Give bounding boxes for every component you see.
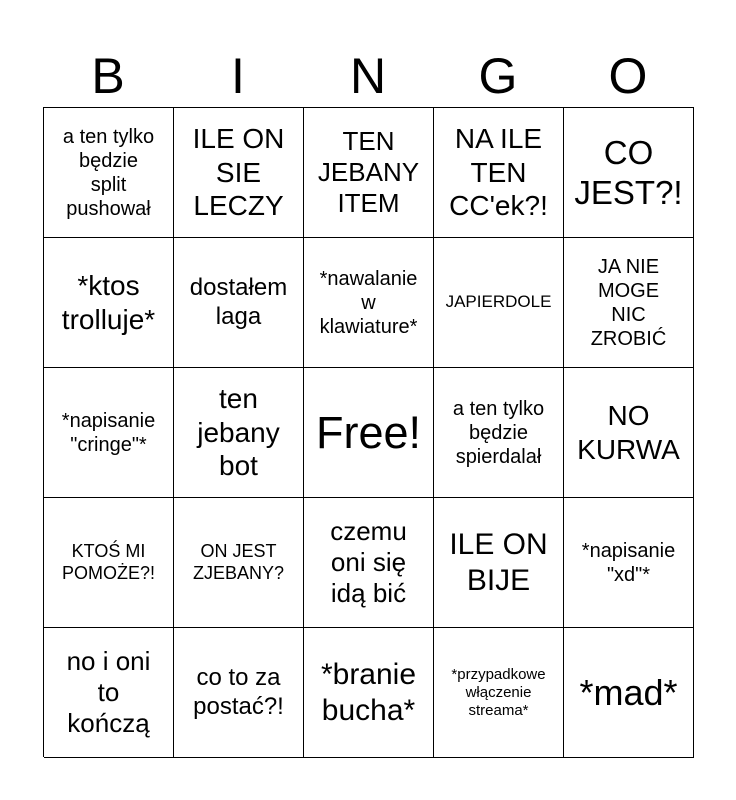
cell-text: dostałem laga (189, 273, 288, 330)
bingo-cell[interactable] (434, 368, 564, 498)
header-letter-n: N (349, 48, 387, 104)
bingo-cell[interactable] (44, 108, 174, 238)
bingo-header (43, 45, 693, 107)
bingo-cell[interactable] (304, 238, 434, 368)
bingo-cell[interactable] (564, 108, 694, 238)
cell-text: CO JEST?! (574, 133, 683, 211)
cell-text: *nawalanie w klawiature* (319, 267, 418, 338)
cell-text: *branie bucha* (320, 657, 417, 727)
cell-text: *mad* (579, 671, 678, 713)
bingo-cell[interactable] (174, 238, 304, 368)
bingo-cell[interactable] (44, 368, 174, 498)
bingo-cell[interactable] (564, 498, 694, 628)
bingo-board (43, 107, 694, 757)
bingo-cell[interactable] (434, 498, 564, 628)
cell-text: KTOŚ MI POMOŻE?! (61, 540, 155, 583)
cell-text: *przypadkowe włączenie streama* (451, 665, 546, 719)
bingo-cell[interactable] (304, 498, 434, 628)
cell-text: JAPIERDOLE (445, 292, 552, 312)
cell-text: *ktos trolluje* (61, 269, 156, 335)
bingo-cell[interactable] (174, 108, 304, 238)
cell-text: *napisanie "xd"* (581, 539, 676, 586)
bingo-cell[interactable] (174, 368, 304, 498)
cell-text: *napisanie "cringe"* (61, 409, 156, 456)
cell-text: ten jebany bot (197, 383, 280, 482)
bingo-cell[interactable] (304, 108, 434, 238)
bingo-cell[interactable] (564, 368, 694, 498)
bingo-cell[interactable] (304, 368, 434, 498)
cell-text: JA NIE MOGE NIC ZROBIĆ (590, 255, 667, 350)
bingo-cell[interactable] (564, 628, 694, 758)
bingo-cell[interactable] (44, 498, 174, 628)
cell-text: ON JEST ZJEBANY? (192, 540, 285, 583)
cell-text: no i oni to kończą (66, 645, 151, 739)
header-letter-i: I (231, 48, 245, 104)
header-letter-b: B (91, 48, 125, 104)
cell-text: TEN JEBANY ITEM (317, 125, 420, 219)
bingo-cell[interactable] (44, 238, 174, 368)
cell-text: ILE ON SIE LECZY (192, 123, 285, 222)
cell-text: ILE ON BIJE (449, 527, 548, 597)
header-letter-o: O (608, 48, 648, 104)
bingo-cell[interactable] (174, 498, 304, 628)
bingo-cell[interactable] (434, 238, 564, 368)
cell-text: NO KURWA (577, 399, 680, 465)
bingo-cell[interactable] (44, 628, 174, 758)
bingo-cell[interactable] (434, 628, 564, 758)
cell-text: czemu oni się idą bić (330, 515, 407, 609)
cell-text: a ten tylko będzie spierdalał (452, 397, 545, 468)
header-letter-g: G (478, 48, 518, 104)
cell-text: a ten tylko będzie split pushował (62, 125, 155, 220)
bingo-cell[interactable] (304, 628, 434, 758)
cell-text: NA ILE TEN CC'ek?! (449, 123, 548, 222)
cell-text: Free! (315, 406, 422, 458)
bingo-cell[interactable] (564, 238, 694, 368)
bingo-cell[interactable] (434, 108, 564, 238)
cell-text: co to za postać?! (193, 663, 284, 720)
bingo-cell[interactable] (174, 628, 304, 758)
